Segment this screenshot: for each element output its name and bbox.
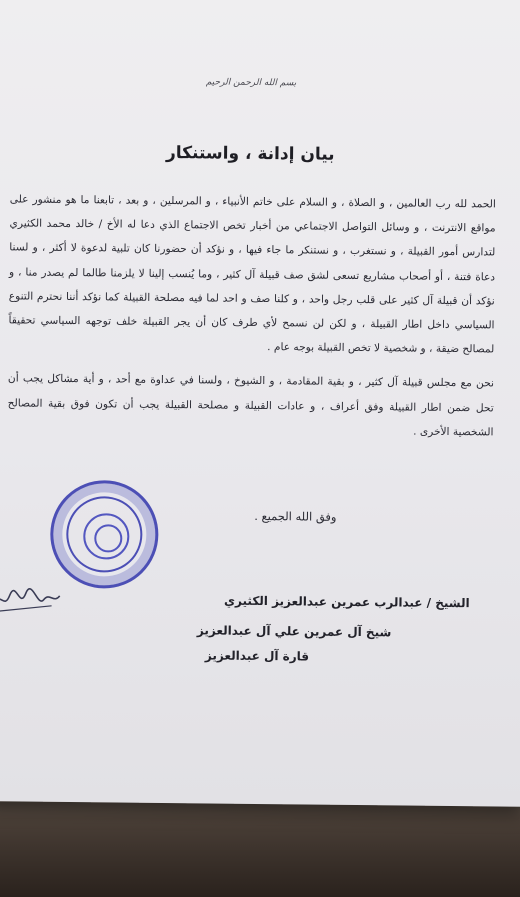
handwritten-signature xyxy=(0,581,62,618)
body-paragraph-2: نحن مع مجلس قبيلة آل كثير ، و بقية المقادمة ، و الشيوخ ، ولسنا في عداوة مع أحد ، و أية مشاكل يجب أن تحل ضمن اطار القبيلة وفق أعراف ، و عادات القبيلة و مصلحة القبيلة يجب أن تكون فوق بقية المصالح الشخصية الأخرى . xyxy=(7,372,494,439)
signatory-title: شيخ آل عمرين علي آل عبدالعزيز xyxy=(196,623,392,640)
body-paragraph-1: الحمد لله رب العالمين ، و الصلاة ، و السلام على خاتم الأنبياء ، و المرسلين ، و بعد ، تابعنا ما هو منشور على مواقع الانترنت ، و وسائل التواصل الاجتماعي من أخبار تخص الاجتماع الذي دعا له الأخ / خالد محمد الكثيري لتدارس أمور القبيلة ، و نستغرب ، و نستنكر ما جاء فيها ، و نؤكد أن حضورنا كان تلبية لدعوة لا أكثر ، و لسنا دعاة فتنة ، أو أصحاب مشاريع تسعى لشق صف قبيلة آل كثير ، وما يُنسب إلينا لا يلزمنا طالما لم يصدر منا ، و نؤكد أن قبيلة آل كثير على قلب رجل واحد ، و كلنا صف و احد لما فيه مصلحة القبيلة كما نؤكد أننا نحترم التنوع السياسي داخل اطار القبيلة ، و لكن لن نسمح لأي طرف كان أن يجر القبيلة خلف توجهه السياسي تحقيقاً لمصالح ضيقة ، و شخصية لا تخص القبيلة بوجه عام . xyxy=(8,193,496,356)
official-stamp xyxy=(50,480,159,589)
signatory-subtitle: قارة آل عبدالعزيز xyxy=(204,648,310,664)
document-title: بيان إدانة ، واستنكار xyxy=(165,143,335,165)
basmala-header: بسم الله الرحمن الرحيم xyxy=(205,77,297,89)
signatory-name: الشيخ / عبدالرب عمرين عبدالعزيز الكثيري xyxy=(224,593,470,611)
stamp-inner-ring xyxy=(83,513,129,559)
document-body xyxy=(7,187,496,444)
stamp-center-ring xyxy=(94,524,122,552)
closing-line: وفق الله الجميع . xyxy=(254,508,337,524)
